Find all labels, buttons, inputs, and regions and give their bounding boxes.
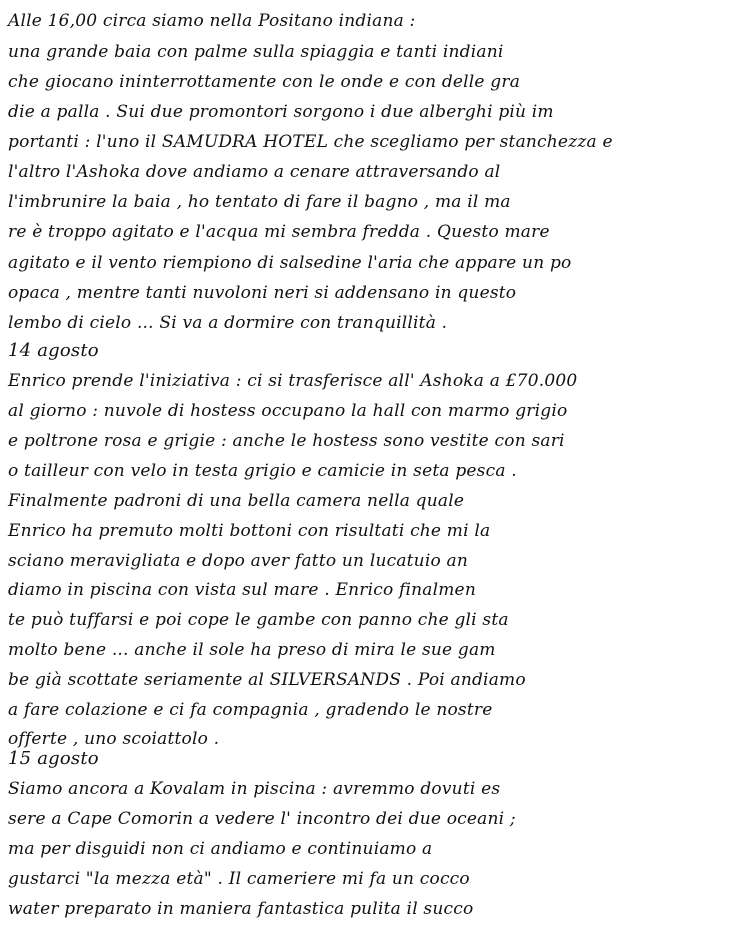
diary-line: e poltrone rosa e grigie : anche le hostess sono vestite con sari (8, 431, 565, 451)
diary-line: be già scottate seriamente al SILVERSANDS . Poi andiamo (8, 670, 526, 690)
diary-line: l'altro l'Ashoka dove andiamo a cenare attraversando al (8, 162, 501, 182)
diary-line: sere a Cape Comorin a vedere l' incontro dei due oceani ; (8, 809, 516, 829)
diary-date-heading: 15 agosto (8, 748, 99, 769)
diary-line: che giocano ininterrottamente con le onde e con delle gra (8, 72, 521, 92)
diary-line: al giorno : nuvole di hostess occupano la hall con marmo grigio (8, 401, 568, 421)
diary-line: water preparato in maniera fantastica pulita il succo (8, 899, 474, 919)
diary-line: o tailleur con velo in testa grigio e camicie in seta pesca . (8, 461, 517, 481)
diary-line: diamo in piscina con vista sul mare . Enrico finalmen (8, 580, 476, 600)
diary-line: re è troppo agitato e l'acqua mi sembra fredda . Questo mare (8, 222, 550, 242)
diary-line: Enrico ha premuto molti bottoni con risultati che mi la (8, 521, 491, 541)
diary-line: una grande baia con palme sulla spiaggia e tanti indiani (8, 42, 504, 62)
diary-line: gustarci "la mezza età" . Il cameriere mi fa un cocco (8, 869, 470, 889)
diary-line: Finalmente padroni di una bella camera nella quale (8, 491, 465, 511)
diary-line: offerte , uno scoiattolo . (8, 729, 220, 749)
diary-line: sciano meravigliata e dopo aver fatto un lucatuio an (8, 551, 468, 571)
diary-line: Siamo ancora a Kovalam in piscina : avremmo dovuti es (8, 779, 501, 799)
diary-line: die a palla . Sui due promontori sorgono i due alberghi più im (8, 102, 554, 122)
diary-line: a fare colazione e ci fa compagnia , gradendo le nostre (8, 700, 493, 720)
diary-date-heading: 14 agosto (8, 340, 99, 361)
diary-line: Enrico prende l'iniziativa : ci si trasferisce all' Ashoka a £70.000 (8, 371, 578, 391)
diary-line: Alle 16,00 circa siamo nella Positano indiana : (8, 11, 416, 31)
diary-line: opaca , mentre tanti nuvoloni neri si addensano in questo (8, 283, 517, 303)
diary-line: molto bene ... anche il sole ha preso di mira le sue gam (8, 640, 496, 660)
diary-line: portanti : l'uno il SAMUDRA HOTEL che scegliamo per stanchezza e (8, 132, 613, 152)
diary-line: ma per disguidi non ci andiamo e continuiamo a (8, 839, 433, 859)
diary-line: lembo di cielo ... Si va a dormire con tranquillità . (8, 313, 448, 333)
diary-line: l'imbrunire la baia , ho tentato di fare il bagno , ma il ma (8, 192, 511, 212)
diary-line: agitato e il vento riempiono di salsedine l'aria che appare un po (8, 253, 572, 273)
diary-line: te può tuffarsi e poi cope le gambe con panno che gli sta (8, 610, 509, 630)
